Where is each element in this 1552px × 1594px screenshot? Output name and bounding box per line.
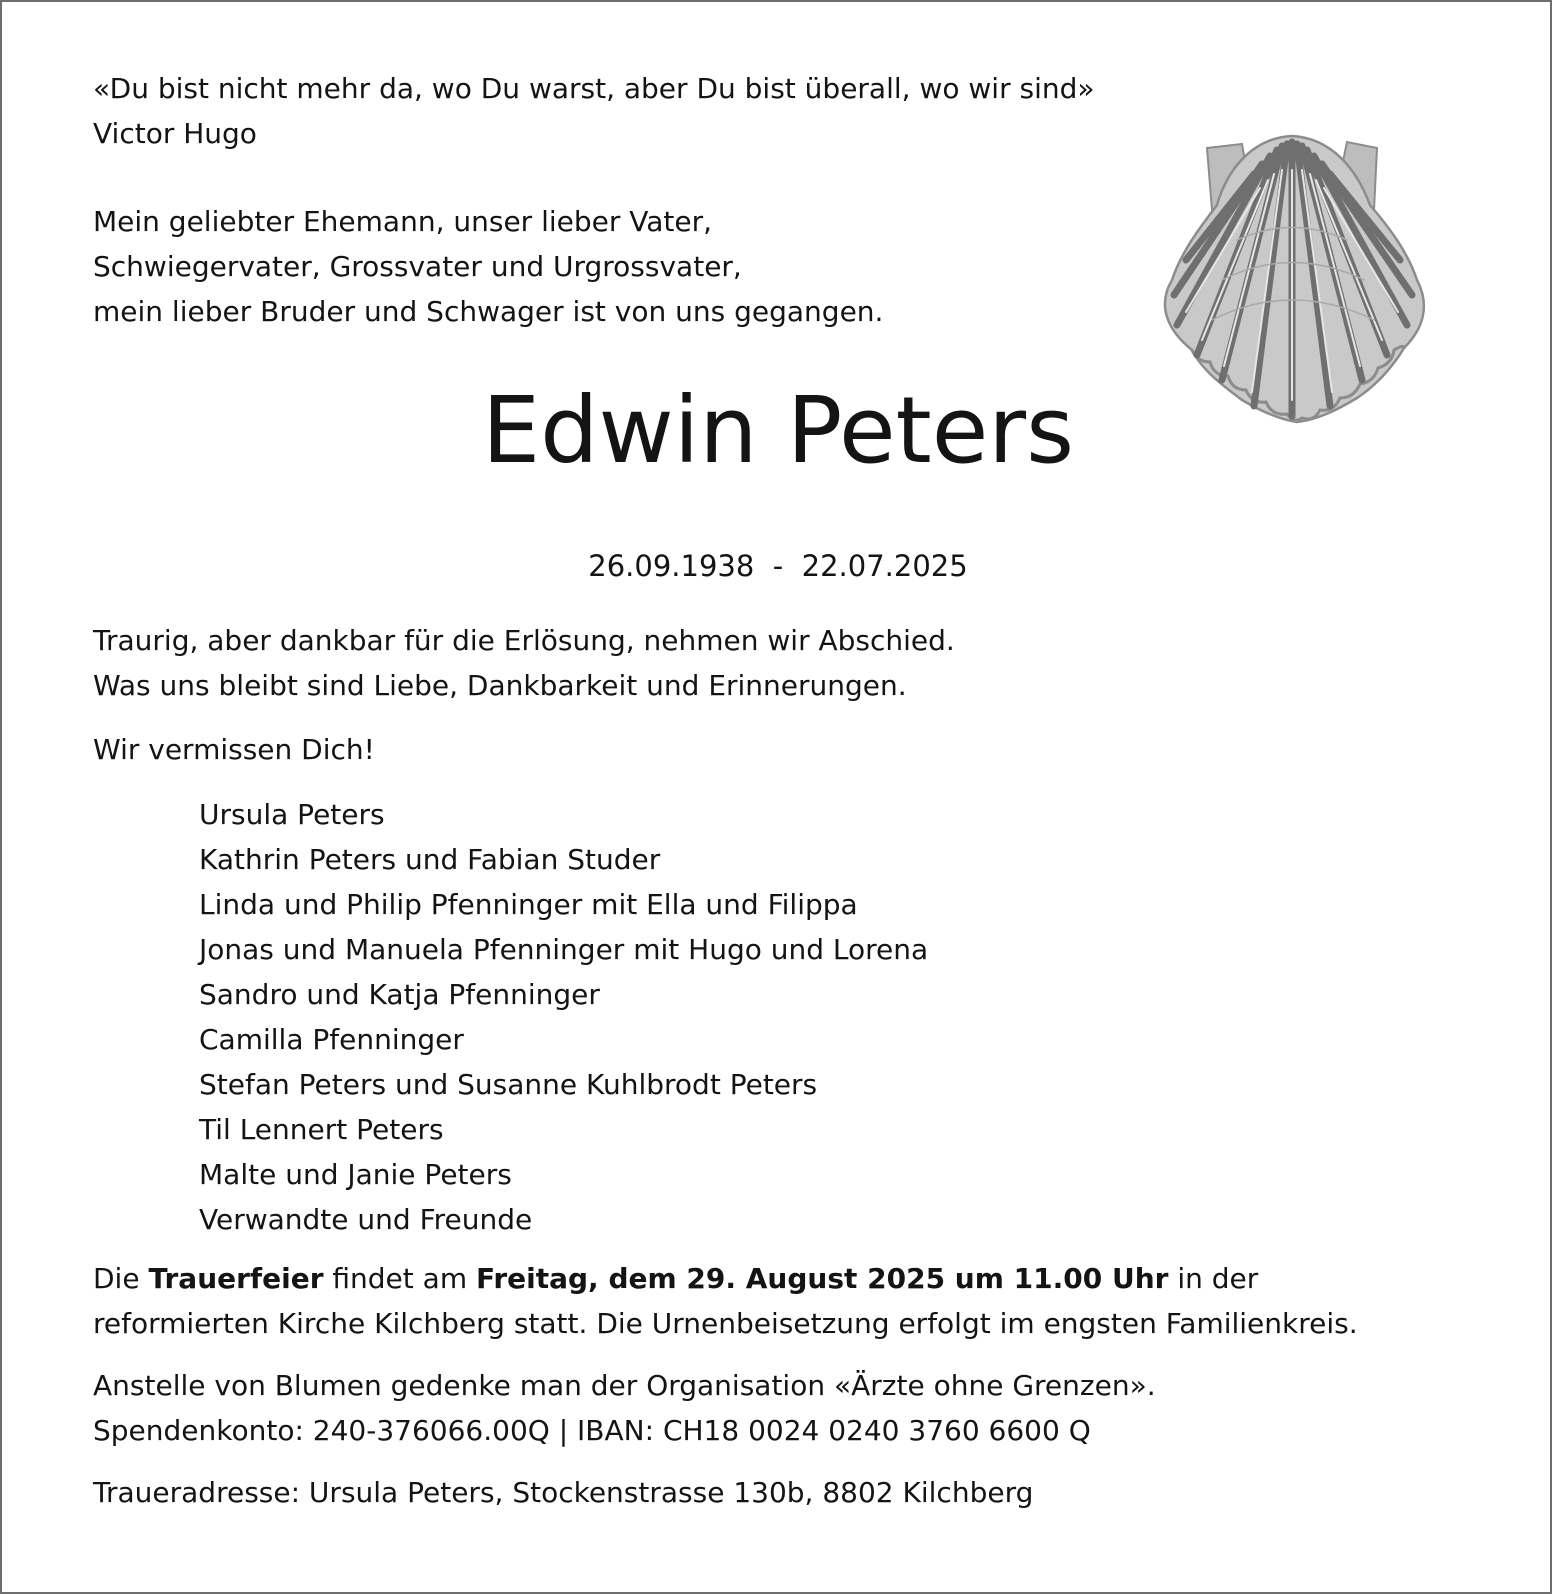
mourner-name: Jonas und Manuela Pfenninger mit Hugo und Lorena — [199, 932, 929, 966]
notice-body — [93, 66, 1473, 1515]
donation-account: Spendenkonto: 240-376066.00Q | IBAN: CH18 0024 0240 3760 6600 Q — [93, 1413, 1091, 1447]
farewell-line: Traurig, aber dankbar für die Erlösung, nehmen wir Abschied. — [93, 623, 955, 657]
ceremony-line: reformierten Kirche Kilchberg statt. Die Urnenbeisetzung erfolgt im engsten Familienkreis. — [93, 1306, 1358, 1340]
life-dates: 26.09.1938 - 22.07.2025 — [588, 548, 968, 583]
mourners-list — [93, 792, 1473, 1242]
mourner-name: Camilla Pfenninger — [199, 1022, 464, 1056]
ceremony-datetime: Freitag, dem 29. August 2025 um 11.00 Uhr — [476, 1261, 1169, 1295]
mourner-name: Stefan Peters und Susanne Kuhlbrodt Peters — [199, 1067, 818, 1101]
ceremony-line — [93, 1256, 1473, 1301]
intro-line: mein lieber Bruder und Schwager ist von uns gegangen. — [93, 295, 884, 328]
ceremony-text: Die — [93, 1261, 149, 1295]
farewell-text — [93, 618, 1473, 708]
mourner-name: Linda und Philip Pfenninger mit Ella und Filippa — [199, 887, 858, 921]
deceased-name: Edwin Peters — [481, 377, 1075, 484]
mourner-name: Sandro und Katja Pfenninger — [199, 977, 600, 1011]
ceremony-type: Trauerfeier — [148, 1261, 324, 1295]
mourning-address: Traueradresse: Ursula Peters, Stockenstrasse 130b, 8802 Kilchberg — [93, 1475, 1034, 1509]
mourner-name: Kathrin Peters und Fabian Studer — [199, 842, 661, 876]
intro-line: Mein geliebter Ehemann, unser lieber Vater, — [93, 205, 713, 238]
intro-line: Schwiegervater, Grossvater und Urgrossvater, — [93, 250, 742, 283]
mourner-name: Malte und Janie Peters — [199, 1157, 512, 1191]
miss-you-line: Wir vermissen Dich! — [93, 732, 375, 766]
epigraph — [93, 66, 1473, 156]
ceremony-text: findet am — [323, 1261, 476, 1295]
ceremony-text: in der — [1168, 1261, 1259, 1295]
farewell-line: Was uns bleibt sind Liebe, Dankbarkeit und Erinnerungen. — [93, 668, 907, 702]
ceremony-info — [93, 1256, 1473, 1346]
mourner-name: Verwandte und Freunde — [199, 1202, 533, 1236]
mourner-name: Til Lennert Peters — [199, 1112, 444, 1146]
quote-text: «Du bist nicht mehr da, wo Du warst, aber Du bist überall, wo wir sind» — [93, 72, 1095, 105]
mourner-name: Ursula Peters — [199, 797, 385, 831]
donation-line: Anstelle von Blumen gedenke man der Organisation «Ärzte ohne Grenzen». — [93, 1368, 1156, 1402]
quote-author: Victor Hugo — [93, 117, 257, 150]
donation-info — [93, 1363, 1473, 1453]
intro-text — [93, 199, 1473, 334]
